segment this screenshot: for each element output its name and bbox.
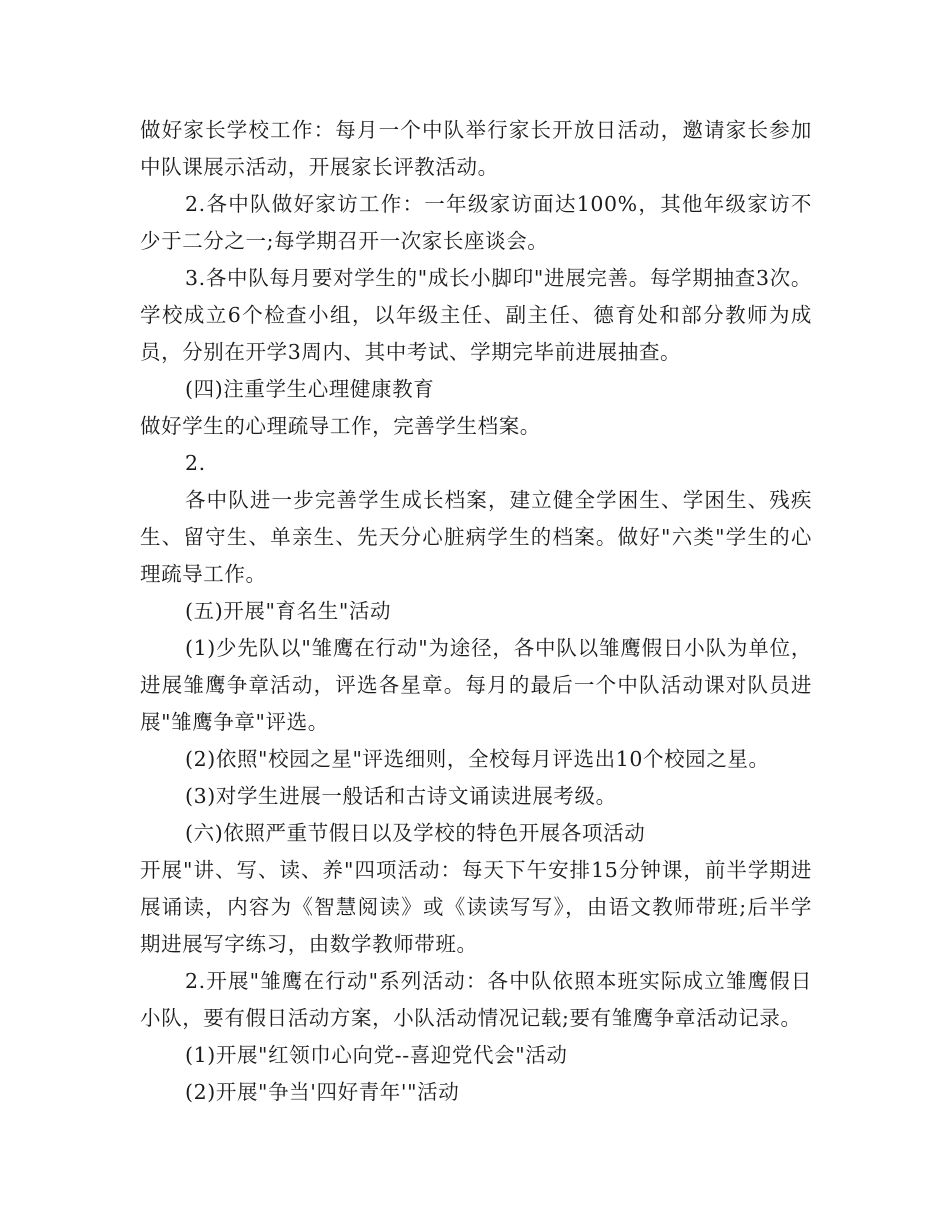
paragraph-2: 2.各中队做好家访工作：一年级家访面达100%，其他年级家访不少于二分之一;每学期召开一次家长座谈会。 (140, 192, 812, 253)
paragraph-10: (2)依照"校园之星"评选细则，全校每月评选出10个校园之星。 (185, 747, 770, 771)
section-heading-5: (五)开展"育名生"活动 (185, 599, 392, 623)
section-heading-6: (六)依照严重节假日以及学校的特色开展各项活动 (185, 821, 646, 845)
paragraph-16: (2)开展"争当'四好青年'"活动 (185, 1080, 460, 1104)
document-body (140, 112, 812, 1111)
paragraph-6: 2. (185, 451, 206, 475)
paragraph-13: 开展"讲、写、读、养"四项活动：每天下午安排15分钟课，前半学期进展诵读，内容为《智慧阅读》或《读读写写》，由语文教师带班;后半学期进展写字练习，由数学教师带班。 (140, 858, 812, 956)
paragraph-14: 2.开展"雏鹰在行动"系列活动：各中队依照本班实际成立雏鹰假日小队，要有假日活动方案，小队活动情况记载;要有雏鹰争章活动记录。 (140, 969, 812, 1030)
paragraph-15: (1)开展"红领巾心向党--喜迎党代会"活动 (185, 1043, 568, 1067)
paragraph-5: 做好学生的心理疏导工作，完善学生档案。 (140, 414, 541, 438)
paragraph-9: (1)少先队以"雏鹰在行动"为途径，各中队以雏鹰假日小队为单位，进展雏鹰争章活动，评选各星章。每月的最后一个中队活动课对队员进展"雏鹰争章"评选。 (140, 636, 812, 734)
paragraph-3: 3.各中队每月要对学生的"成长小脚印"进展完善。每学期抽查3次。学校成立6个检查小组，以年级主任、副主任、德育处和部分教师为成员，分别在开学3周内、其中考试、学期完毕前进展抽查。 (140, 266, 812, 364)
paragraph-1: 做好家长学校工作：每月一个中队举行家长开放日活动，邀请家长参加中队课展示活动，开展家长评教活动。 (140, 118, 812, 179)
paragraph-11: (3)对学生进展一般话和古诗文诵读进展考级。 (185, 784, 617, 808)
section-heading-4: (四)注重学生心理健康教育 (185, 377, 435, 401)
paragraph-7: 各中队进一步完善学生成长档案，建立健全学困生、学困生、残疾生、留守生、单亲生、先天分心脏病学生的档案。做好"六类"学生的心理疏导工作。 (140, 488, 812, 586)
